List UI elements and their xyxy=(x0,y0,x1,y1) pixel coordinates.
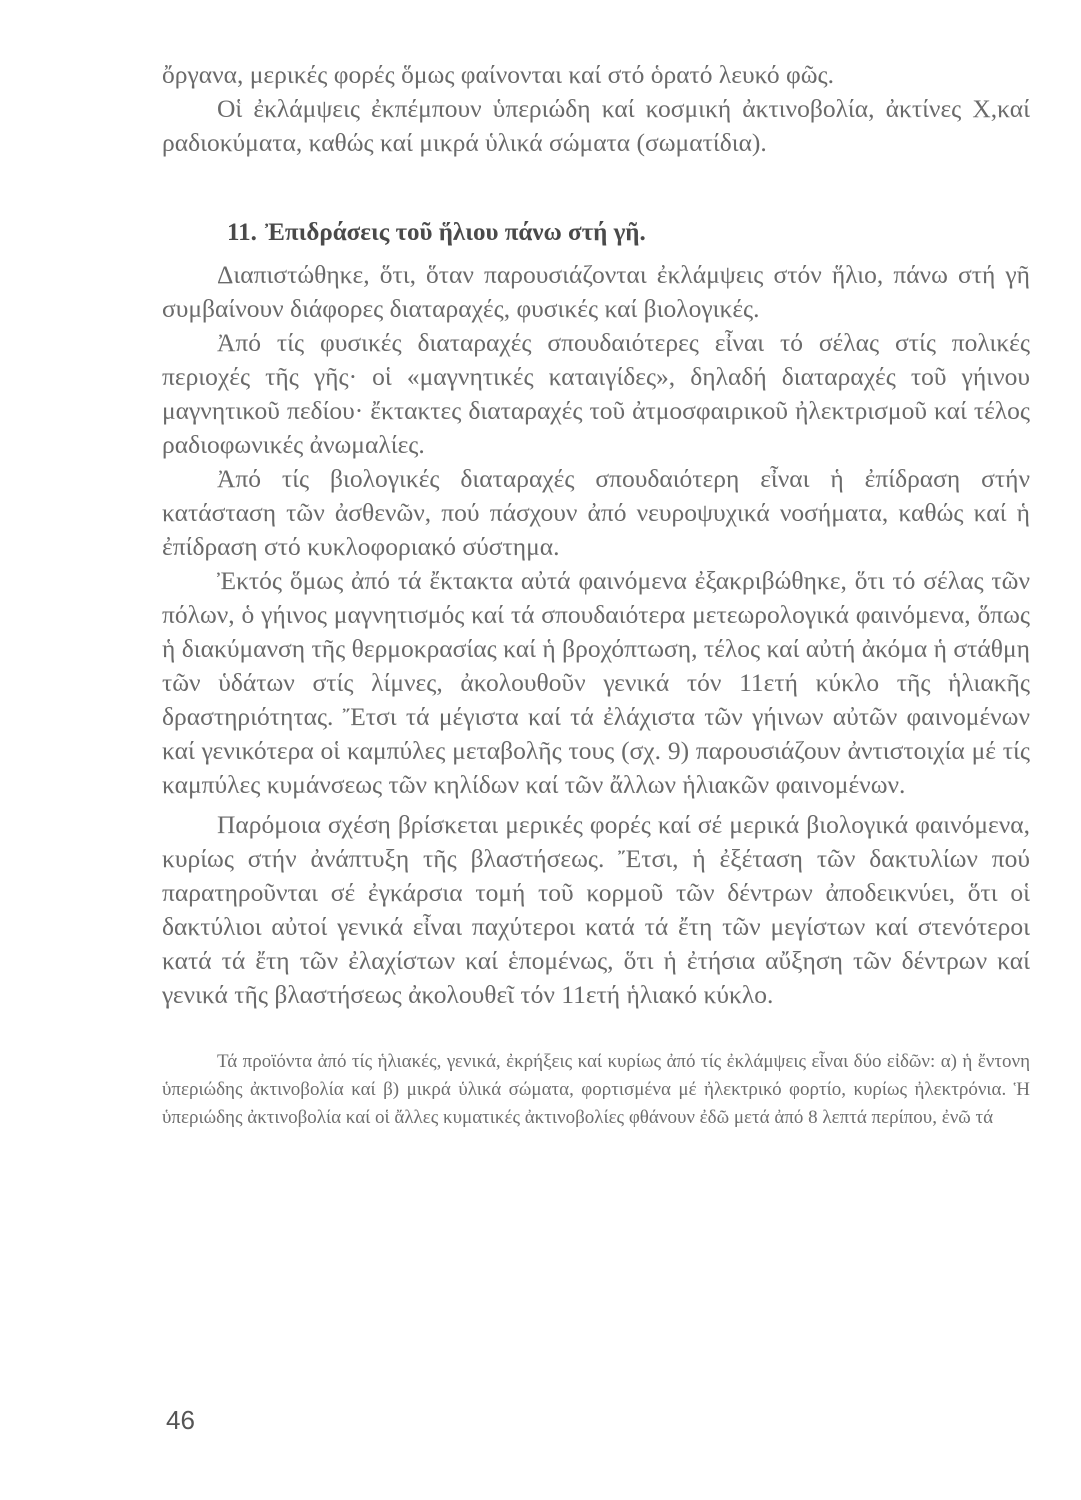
page-number: 46 xyxy=(166,1405,195,1435)
footnote: Τά προϊόντα ἀπό τίς ἡλιακές, γενικά, ἐκρήξεις καί κυρίως ἀπό τίς ἐκλάμψεις εἶναι δύο εἰδῶν: α) ἡ ἔντονη ὑπεριώδης ἀκτινοβολία καί β) μικρά ὑλικά σώματα, φορτισμένα μέ ἠλεκτρικό φορτίο, κυρίως ἠλεκτρόνια. Ἡ ὑπεριώδης ἀκτινοβολία καί οἱ ἄλλες κυματικές ἀκτινοβολίες φθάνουν ἐδῶ μετά ἀπό 8 λεπτά περίπου, ἐνῶ τά xyxy=(162,1051,1030,1128)
section-heading xyxy=(227,216,1030,250)
section-paragraph-3: Ἀπό τίς βιολογικές διαταραχές σπουδαιότερη εἶναι ἡ ἐπίδραση στήν κατάσταση τῶν ἀσθενῶν, πού πάσχουν ἀπό νευροψυχικά νοσήματα, καθώς καί ἡ ἐπίδραση στό κυκλοφοριακό σύστημα. xyxy=(162,464,1030,561)
intro-paragraph-1: ὄργανα, μερικές φορές ὅμως φαίνονται καί στό ὁρατό λευκό φῶς. xyxy=(162,60,835,89)
section-paragraph-4: Ἐκτός ὅμως ἀπό τά ἔκτακτα αὐτά φαινόμενα ἐξακριβώθηκε, ὅτι τό σέλας τῶν πόλων, ὁ γήινος μαγνητισμός καί τά σπουδαιότερα μετεωρολογικά φαινόμενα, ὅπως ἡ διακύμανση τῆς θερμοκρασίας καί ἡ βροχόπτωση, τέλος καί αὐτή ἀκόμα ἡ στάθμη τῶν ὑδάτων στίς λίμνες, ἀκολουθοῦν γενικά τόν 11ετή κύκλο τῆς ἡλιακῆς δραστηριότητας. Ἔτσι τά μέγιστα καί τά ἐλάχιστα τῶν γήινων αὐτῶν φαινομένων καί γενικότερα οἱ καμπύλες μεταβολῆς τους (σχ. 9) παρουσιάζουν ἀντιστοιχία μέ τίς καμπύλες κυμάνσεως τῶν κηλίδων καί τῶν ἄλλων ἡλιακῶν φαινομένων. xyxy=(162,566,1030,799)
section-number: 11. xyxy=(227,219,257,246)
intro-paragraph-2: Οἱ ἐκλάμψεις ἐκπέμπουν ὑπεριώδη καί κοσμική ἀκτινοβολία, ἀκτίνες Χ,καί ραδιοκύματα, καθώς καί μικρά ὑλικά σώματα (σωματίδια). xyxy=(162,94,1030,157)
section-paragraph-2: Ἀπό τίς φυσικές διαταραχές σπουδαιότερες εἶναι τό σέλας στίς πολικές περιοχές τῆς γῆς· οἱ «μαγνητικές καταιγίδες», δηλαδή διαταραχές τοῦ γήινου μαγνητικοῦ πεδίου· ἔκτακτες διαταραχές τοῦ ἀτμοσφαιρικοῦ ἠλεκτρισμοῦ καί τέλος ραδιοφωνικές ἀνωμαλίες. xyxy=(162,328,1030,459)
section-paragraph-5: Παρόμοια σχέση βρίσκεται μερικές φορές καί σέ μερικά βιολογικά φαινόμενα, κυρίως στήν ἀνάπτυξη τῆς βλαστήσεως. Ἔτσι, ἡ ἐξέταση τῶν δακτυλίων πού παρατηροῦνται σέ ἐγκάρσια τομή τοῦ κορμοῦ τῶν δέντρων ἀποδεικνύει, ὅτι οἱ δακτύλιοι αὐτοί γενικά εἶναι παχύτεροι κατά τά ἔτη τῶν μεγίστων καί στενότεροι κατά τά ἔτη τῶν ἐλαχίστων καί ἑπομένως, ὅτι ἡ ἐτήσια αὔξηση τῶν δέντρων καί γενικά τῆς βλαστήσεως ἀκολουθεῖ τόν 11ετή ἡλιακό κύκλο. xyxy=(162,810,1030,1009)
section-title: Ἐπιδράσεις τοῦ ἥλιου πάνω στή γῆ. xyxy=(264,219,646,246)
page-body xyxy=(162,58,1030,1151)
section-paragraph-1: Διαπιστώθηκε, ὅτι, ὅταν παρουσιάζονται ἐκλάμψεις στόν ἥλιο, πάνω στή γῆ συμβαίνουν διάφορες διαταραχές, φυσικές καί βιολογικές. xyxy=(162,260,1030,323)
